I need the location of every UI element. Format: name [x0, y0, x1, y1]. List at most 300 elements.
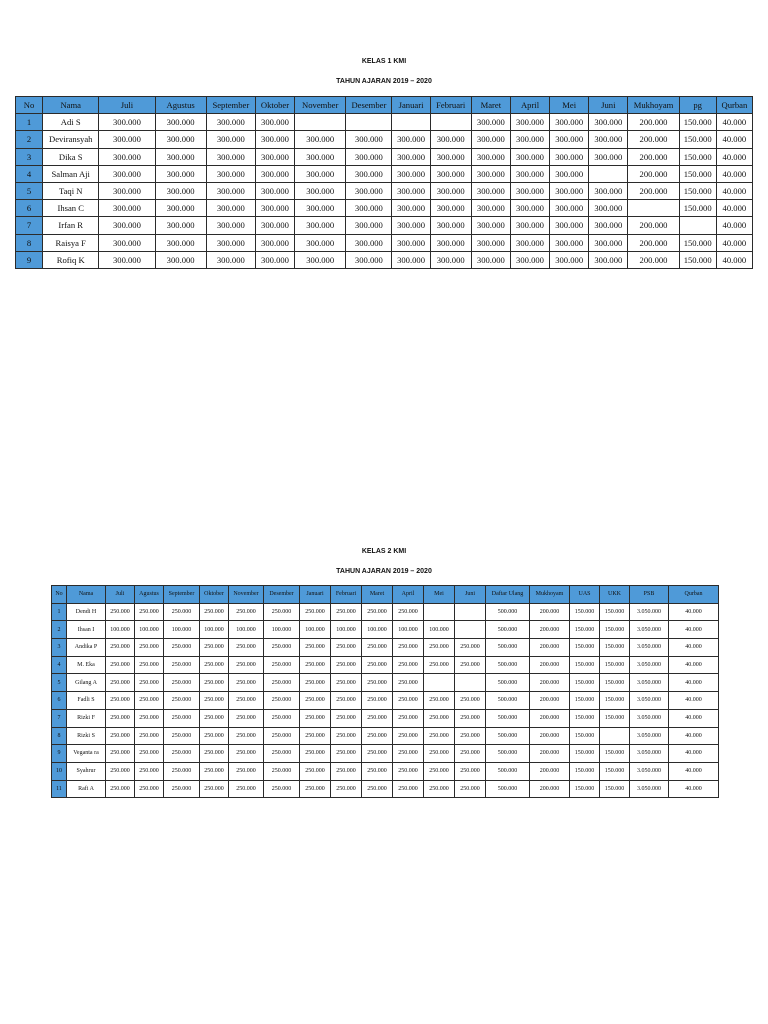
- kelas2-payment-cell: 200.000: [530, 745, 570, 763]
- kelas2-payment-cell: 3.050.000: [630, 745, 669, 763]
- kelas2-payment-cell: 500.000: [486, 709, 530, 727]
- kelas1-payment-cell: 300.000: [346, 217, 392, 234]
- kelas2-payment-cell: 500.000: [486, 762, 530, 780]
- kelas1-payment-cell: 40.000: [716, 217, 752, 234]
- kelas1-payment-cell: 300.000: [99, 234, 155, 251]
- kelas2-row-number: 10: [52, 762, 67, 780]
- kelas2-payment-cell: 250.000: [164, 692, 200, 710]
- kelas1-payment-cell: 300.000: [392, 148, 430, 165]
- kelas1-payment-cell: 300.000: [589, 200, 628, 217]
- kelas1-payment-cell: [346, 114, 392, 131]
- kelas2-payment-cell: 250.000: [362, 692, 393, 710]
- kelas1-payment-cell: 200.000: [628, 234, 679, 251]
- kelas1-payment-cell: 300.000: [471, 217, 510, 234]
- kelas1-payment-cell: 300.000: [430, 251, 471, 268]
- kelas2-payment-cell: 250.000: [106, 709, 135, 727]
- kelas2-payment-cell: 250.000: [300, 727, 331, 745]
- kelas2-payment-cell: 40.000: [669, 745, 719, 763]
- kelas2-payment-cell: 250.000: [331, 603, 362, 621]
- kelas2-payment-cell: 250.000: [106, 762, 135, 780]
- kelas2-payment-cell: 250.000: [229, 639, 264, 657]
- kelas1-payment-cell: 300.000: [471, 234, 510, 251]
- table-row: [52, 709, 719, 727]
- kelas1-row-number: 9: [16, 251, 43, 268]
- kelas2-payment-cell: 250.000: [200, 727, 229, 745]
- kelas1-payment-cell: 200.000: [628, 182, 679, 199]
- kelas1-payment-cell: 300.000: [471, 251, 510, 268]
- table-row: [52, 692, 719, 710]
- kelas2-payment-cell: 250.000: [362, 745, 393, 763]
- kelas1-payment-cell: 300.000: [550, 217, 589, 234]
- kelas1-payment-cell: 300.000: [392, 131, 430, 148]
- kelas2-student-name: Fadli S: [67, 692, 106, 710]
- kelas1-payment-cell: 200.000: [628, 251, 679, 268]
- kelas1-payment-cell: 40.000: [716, 165, 752, 182]
- kelas2-payment-cell: 250.000: [424, 639, 455, 657]
- kelas1-payment-cell: 300.000: [510, 182, 549, 199]
- kelas2-payment-cell: 250.000: [200, 603, 229, 621]
- kelas2-payment-cell: 250.000: [455, 762, 486, 780]
- kelas2-payment-cell: 250.000: [135, 674, 164, 692]
- kelas1-payment-cell: 300.000: [510, 234, 549, 251]
- kelas1-payment-cell: 300.000: [392, 165, 430, 182]
- kelas2-payment-cell: [455, 674, 486, 692]
- kelas2-payment-cell: 250.000: [264, 674, 300, 692]
- kelas2-payment-cell: 250.000: [164, 762, 200, 780]
- kelas1-student-name: Rofiq K: [43, 251, 99, 268]
- kelas2-year: TAHUN AJARAN 2019 – 2020: [336, 568, 432, 575]
- kelas2-payment-cell: 150.000: [570, 639, 600, 657]
- kelas2-payment-cell: 250.000: [106, 639, 135, 657]
- kelas2-header-cell: PSB: [630, 586, 669, 604]
- kelas1-payment-cell: 40.000: [716, 234, 752, 251]
- kelas2-payment-cell: 250.000: [331, 780, 362, 798]
- kelas2-header-cell: Januari: [300, 586, 331, 604]
- kelas1-payment-cell: 300.000: [99, 131, 155, 148]
- kelas1-header-cell: April: [510, 97, 549, 114]
- kelas1-payment-cell: [679, 217, 716, 234]
- kelas2-payment-cell: 250.000: [200, 656, 229, 674]
- kelas2-payment-cell: 250.000: [164, 709, 200, 727]
- kelas2-header-cell: Daftar Ulang: [486, 586, 530, 604]
- kelas2-payment-cell: 250.000: [331, 692, 362, 710]
- table-row: [52, 780, 719, 798]
- kelas1-payment-cell: 300.000: [430, 234, 471, 251]
- table-row: [16, 200, 753, 217]
- kelas2-payment-cell: 250.000: [164, 745, 200, 763]
- kelas2-student-name: Rafi A: [67, 780, 106, 798]
- kelas2-payment-cell: 250.000: [135, 603, 164, 621]
- kelas2-payment-cell: 250.000: [106, 780, 135, 798]
- kelas1-payment-cell: 300.000: [471, 165, 510, 182]
- kelas1-payment-cell: 200.000: [628, 131, 679, 148]
- kelas2-payment-cell: 150.000: [570, 780, 600, 798]
- kelas2-row-number: 7: [52, 709, 67, 727]
- kelas2-payment-cell: 150.000: [600, 603, 630, 621]
- kelas2-row-number: 6: [52, 692, 67, 710]
- kelas1-header-cell: Agustus: [155, 97, 206, 114]
- kelas2-payment-cell: 40.000: [669, 639, 719, 657]
- kelas1-row-number: 7: [16, 217, 43, 234]
- kelas2-payment-cell: 250.000: [229, 727, 264, 745]
- kelas2-payment-cell: 250.000: [331, 709, 362, 727]
- kelas1-payment-cell: 300.000: [550, 182, 589, 199]
- kelas2-payment-cell: 250.000: [200, 639, 229, 657]
- kelas2-payment-cell: 250.000: [164, 674, 200, 692]
- kelas2-payment-cell: 250.000: [393, 656, 424, 674]
- table-row: [16, 165, 753, 182]
- kelas2-payment-cell: 3.050.000: [630, 692, 669, 710]
- kelas2-payment-cell: 250.000: [135, 656, 164, 674]
- kelas2-payment-cell: 150.000: [600, 709, 630, 727]
- kelas2-payment-cell: 150.000: [600, 674, 630, 692]
- kelas1-payment-cell: 200.000: [628, 114, 679, 131]
- kelas1-payment-cell: 300.000: [155, 114, 206, 131]
- kelas2-row-number: 4: [52, 656, 67, 674]
- kelas1-student-name: Ihsan C: [43, 200, 99, 217]
- kelas2-header-cell: Februari: [331, 586, 362, 604]
- kelas2-payment-cell: 40.000: [669, 692, 719, 710]
- kelas2-row-number: 1: [52, 603, 67, 621]
- kelas1-payment-cell: 300.000: [430, 148, 471, 165]
- kelas2-payment-cell: 3.050.000: [630, 762, 669, 780]
- kelas1-payment-cell: 300.000: [510, 200, 549, 217]
- kelas2-payment-cell: 250.000: [264, 603, 300, 621]
- kelas2-payment-cell: 250.000: [424, 780, 455, 798]
- kelas1-payment-cell: 300.000: [99, 251, 155, 268]
- kelas1-payment-cell: 300.000: [471, 200, 510, 217]
- kelas1-payment-cell: 300.000: [471, 182, 510, 199]
- kelas2-student-name: Veganta ra: [67, 745, 106, 763]
- kelas1-payment-cell: 300.000: [206, 234, 255, 251]
- kelas2-payment-cell: 100.000: [362, 621, 393, 639]
- kelas2-payment-cell: 250.000: [229, 692, 264, 710]
- table-row: [16, 182, 753, 199]
- kelas2-payment-cell: 250.000: [300, 709, 331, 727]
- kelas2-title: KELAS 2 KMI: [361, 548, 407, 555]
- kelas1-header-cell: No: [16, 97, 43, 114]
- kelas2-payment-cell: 250.000: [362, 656, 393, 674]
- kelas1-payment-cell: 300.000: [550, 251, 589, 268]
- kelas2-payment-cell: 250.000: [455, 727, 486, 745]
- kelas2-payment-cell: 250.000: [300, 762, 331, 780]
- kelas2-payment-cell: [424, 674, 455, 692]
- kelas2-payment-cell: 250.000: [455, 656, 486, 674]
- kelas2-payment-cell: 250.000: [106, 656, 135, 674]
- kelas1-row-number: 5: [16, 182, 43, 199]
- kelas2-row-number: 8: [52, 727, 67, 745]
- kelas2-payment-cell: 150.000: [570, 762, 600, 780]
- kelas2-payment-cell: 250.000: [164, 603, 200, 621]
- kelas1-payment-cell: 300.000: [206, 114, 255, 131]
- kelas1-payment-cell: 150.000: [679, 251, 716, 268]
- kelas2-payment-cell: 250.000: [229, 656, 264, 674]
- kelas2-payment-cell: 250.000: [331, 727, 362, 745]
- kelas1-payment-cell: [430, 114, 471, 131]
- kelas1-payment-cell: 150.000: [679, 182, 716, 199]
- kelas1-student-name: Taqi N: [43, 182, 99, 199]
- kelas2-payment-cell: 100.000: [393, 621, 424, 639]
- kelas1-student-name: Raisya F: [43, 234, 99, 251]
- kelas2-payment-cell: 250.000: [106, 692, 135, 710]
- table-row: [16, 251, 753, 268]
- kelas1-student-name: Deviransyah: [43, 131, 99, 148]
- kelas2-payment-cell: 150.000: [570, 727, 600, 745]
- kelas2-payment-cell: 250.000: [455, 639, 486, 657]
- kelas2-payment-cell: 100.000: [106, 621, 135, 639]
- kelas1-payment-cell: 40.000: [716, 251, 752, 268]
- kelas2-payment-cell: 150.000: [600, 780, 630, 798]
- kelas1-title: KELAS 1 KMI: [361, 58, 407, 65]
- kelas2-header-cell: Oktober: [200, 586, 229, 604]
- kelas2-payment-cell: 250.000: [393, 709, 424, 727]
- kelas2-payment-cell: 200.000: [530, 709, 570, 727]
- kelas1-payment-cell: 150.000: [679, 114, 716, 131]
- kelas1-payment-cell: 300.000: [510, 217, 549, 234]
- kelas1-payment-cell: 300.000: [206, 217, 255, 234]
- kelas1-payment-cell: 300.000: [295, 251, 346, 268]
- kelas2-payment-cell: 250.000: [164, 727, 200, 745]
- kelas1-payment-cell: 300.000: [99, 217, 155, 234]
- kelas1-payment-cell: [295, 114, 346, 131]
- kelas1-payment-cell: 300.000: [255, 234, 294, 251]
- kelas1-payment-cell: 300.000: [255, 182, 294, 199]
- kelas1-payment-cell: 300.000: [155, 234, 206, 251]
- kelas1-payment-cell: 300.000: [99, 200, 155, 217]
- kelas2-payment-cell: 100.000: [300, 621, 331, 639]
- kelas1-payment-cell: 300.000: [510, 114, 549, 131]
- kelas1-payment-cell: 150.000: [679, 234, 716, 251]
- kelas2-payment-cell: 250.000: [455, 745, 486, 763]
- kelas2-payment-cell: 100.000: [164, 621, 200, 639]
- kelas2-payment-cell: 250.000: [200, 762, 229, 780]
- kelas2-row-number: 3: [52, 639, 67, 657]
- kelas1-payment-cell: 300.000: [346, 251, 392, 268]
- kelas2-payment-cell: 250.000: [264, 780, 300, 798]
- kelas2-payment-cell: 250.000: [264, 692, 300, 710]
- kelas2-payment-cell: 250.000: [455, 709, 486, 727]
- kelas2-payment-cell: 500.000: [486, 621, 530, 639]
- kelas1-payment-cell: 300.000: [255, 217, 294, 234]
- kelas2-payment-cell: 250.000: [362, 639, 393, 657]
- kelas1-header-cell: Nama: [43, 97, 99, 114]
- kelas2-payment-cell: 200.000: [530, 603, 570, 621]
- kelas1-payment-cell: 300.000: [206, 165, 255, 182]
- kelas2-payment-cell: 250.000: [229, 762, 264, 780]
- kelas1-payment-cell: 300.000: [550, 131, 589, 148]
- kelas2-payment-cell: 500.000: [486, 692, 530, 710]
- kelas1-table-body: [16, 114, 753, 269]
- kelas2-payment-cell: 200.000: [530, 639, 570, 657]
- kelas1-payment-cell: 300.000: [155, 131, 206, 148]
- kelas1-payment-cell: 200.000: [628, 217, 679, 234]
- kelas1-payment-cell: 300.000: [589, 182, 628, 199]
- kelas2-payment-cell: 40.000: [669, 709, 719, 727]
- kelas2-payment-cell: 250.000: [229, 780, 264, 798]
- kelas1-payment-cell: 40.000: [716, 200, 752, 217]
- kelas2-payment-cell: 150.000: [600, 639, 630, 657]
- kelas1-student-name: Adi S: [43, 114, 99, 131]
- kelas2-payment-cell: 250.000: [264, 727, 300, 745]
- kelas2-payment-cell: 250.000: [164, 780, 200, 798]
- kelas1-payment-cell: 300.000: [589, 148, 628, 165]
- kelas2-payment-cell: 250.000: [393, 745, 424, 763]
- kelas1-payment-cell: 150.000: [679, 148, 716, 165]
- kelas1-payment-cell: 40.000: [716, 148, 752, 165]
- kelas1-payment-cell: 300.000: [471, 148, 510, 165]
- kelas2-payment-cell: 40.000: [669, 674, 719, 692]
- kelas2-payment-cell: 250.000: [135, 692, 164, 710]
- kelas1-payment-cell: 300.000: [346, 165, 392, 182]
- kelas2-header-cell: September: [164, 586, 200, 604]
- kelas2-payment-cell: 250.000: [362, 780, 393, 798]
- kelas2-payment-cell: 250.000: [106, 674, 135, 692]
- kelas2-header-cell: November: [229, 586, 264, 604]
- kelas2-payment-cell: 250.000: [300, 656, 331, 674]
- kelas1-payment-cell: 300.000: [255, 165, 294, 182]
- kelas1-payment-cell: 150.000: [679, 165, 716, 182]
- kelas2-payment-cell: 250.000: [300, 780, 331, 798]
- kelas2-payment-cell: 3.050.000: [630, 727, 669, 745]
- kelas2-payment-cell: 250.000: [300, 692, 331, 710]
- kelas1-row-number: 1: [16, 114, 43, 131]
- kelas1-payment-cell: 150.000: [679, 131, 716, 148]
- kelas1-payment-cell: 300.000: [155, 251, 206, 268]
- kelas2-payment-cell: 250.000: [362, 603, 393, 621]
- kelas2-payment-cell: 200.000: [530, 727, 570, 745]
- kelas2-payment-cell: 250.000: [135, 727, 164, 745]
- kelas2-payment-cell: 500.000: [486, 603, 530, 621]
- kelas2-payment-cell: 250.000: [331, 674, 362, 692]
- kelas2-payment-cell: 250.000: [393, 674, 424, 692]
- kelas2-header-cell: No: [52, 586, 67, 604]
- kelas1-payment-cell: 300.000: [255, 251, 294, 268]
- kelas2-header-cell: Mukhoyam: [530, 586, 570, 604]
- kelas2-payment-cell: 250.000: [300, 674, 331, 692]
- kelas2-payment-cell: 250.000: [264, 762, 300, 780]
- kelas2-payment-cell: 150.000: [600, 656, 630, 674]
- kelas1-payment-cell: 300.000: [589, 131, 628, 148]
- kelas2-payment-cell: 250.000: [393, 692, 424, 710]
- kelas1-row-number: 4: [16, 165, 43, 182]
- kelas2-payment-cell: 250.000: [135, 780, 164, 798]
- kelas1-payment-cell: 300.000: [155, 165, 206, 182]
- kelas1-payment-cell: 300.000: [255, 114, 294, 131]
- kelas1-payment-cell: 300.000: [589, 234, 628, 251]
- table-row: [52, 603, 719, 621]
- kelas1-header-cell: Mukhoyam: [628, 97, 679, 114]
- kelas2-payment-cell: 500.000: [486, 639, 530, 657]
- kelas2-payment-cell: 3.050.000: [630, 674, 669, 692]
- kelas1-payment-cell: 300.000: [346, 148, 392, 165]
- table-row: [52, 745, 719, 763]
- kelas2-payment-cell: 150.000: [570, 621, 600, 639]
- kelas1-payment-cell: 300.000: [430, 131, 471, 148]
- kelas1-row-number: 2: [16, 131, 43, 148]
- kelas1-payment-cell: 300.000: [295, 234, 346, 251]
- kelas2-row-number: 5: [52, 674, 67, 692]
- kelas2-payment-cell: 250.000: [200, 745, 229, 763]
- kelas1-payment-cell: 300.000: [430, 217, 471, 234]
- kelas1-payment-cell: 300.000: [206, 182, 255, 199]
- kelas1-payment-cell: 300.000: [346, 182, 392, 199]
- kelas2-payment-cell: 150.000: [570, 745, 600, 763]
- kelas2-payment-cell: 250.000: [106, 603, 135, 621]
- kelas2-payment-cell: 250.000: [331, 656, 362, 674]
- kelas1-payment-cell: 150.000: [679, 200, 716, 217]
- kelas2-student-name: Gilang A: [67, 674, 106, 692]
- kelas1-payment-cell: 300.000: [206, 200, 255, 217]
- kelas2-payment-cell: 150.000: [600, 762, 630, 780]
- kelas1-payment-cell: 300.000: [346, 200, 392, 217]
- kelas2-payment-cell: 40.000: [669, 656, 719, 674]
- kelas1-payment-cell: 300.000: [255, 200, 294, 217]
- kelas2-row-number: 9: [52, 745, 67, 763]
- kelas2-payment-cell: 250.000: [135, 709, 164, 727]
- kelas1-payment-cell: 300.000: [206, 131, 255, 148]
- kelas2-payment-cell: 150.000: [570, 603, 600, 621]
- kelas2-payment-cell: 200.000: [530, 780, 570, 798]
- kelas1-payment-cell: 300.000: [295, 165, 346, 182]
- kelas2-header-row: [52, 586, 719, 604]
- kelas2-payment-cell: 250.000: [229, 709, 264, 727]
- kelas1-payment-cell: 300.000: [392, 217, 430, 234]
- kelas2-payment-cell: 3.050.000: [630, 780, 669, 798]
- kelas2-payment-cell: 200.000: [530, 674, 570, 692]
- kelas2-payment-cell: 3.050.000: [630, 639, 669, 657]
- kelas2-header-cell: April: [393, 586, 424, 604]
- kelas1-header-cell: Februari: [430, 97, 471, 114]
- kelas1-payment-cell: 300.000: [430, 165, 471, 182]
- kelas2-header-cell: Juli: [106, 586, 135, 604]
- table-row: [16, 131, 753, 148]
- kelas2-payment-cell: 250.000: [229, 745, 264, 763]
- kelas2-payment-cell: 250.000: [393, 727, 424, 745]
- kelas1-payment-cell: 300.000: [155, 148, 206, 165]
- kelas2-payment-cell: 250.000: [229, 674, 264, 692]
- kelas1-payment-cell: 300.000: [430, 182, 471, 199]
- kelas1-payment-cell: 300.000: [255, 148, 294, 165]
- kelas2-header-cell: Nama: [67, 586, 106, 604]
- kelas2-payment-cell: 250.000: [424, 656, 455, 674]
- kelas2-payment-cell: 40.000: [669, 762, 719, 780]
- kelas2-payment-cell: 250.000: [362, 709, 393, 727]
- kelas1-payment-cell: 300.000: [155, 200, 206, 217]
- kelas1-payment-cell: 300.000: [589, 251, 628, 268]
- kelas2-payment-table: [51, 585, 719, 798]
- kelas2-payment-cell: 250.000: [106, 727, 135, 745]
- kelas2-payment-cell: 250.000: [164, 656, 200, 674]
- kelas1-payment-cell: 300.000: [510, 131, 549, 148]
- kelas2-payment-cell: 100.000: [264, 621, 300, 639]
- kelas1-payment-table: [15, 96, 753, 269]
- kelas1-payment-cell: 300.000: [99, 114, 155, 131]
- kelas1-payment-cell: 300.000: [295, 131, 346, 148]
- kelas1-payment-cell: 40.000: [716, 131, 752, 148]
- kelas2-student-name: Dendi H: [67, 603, 106, 621]
- kelas1-payment-cell: 40.000: [716, 182, 752, 199]
- kelas2-payment-cell: [455, 603, 486, 621]
- kelas2-payment-cell: 250.000: [164, 639, 200, 657]
- kelas1-student-name: Salman Aji: [43, 165, 99, 182]
- table-row: [16, 114, 753, 131]
- kelas2-student-name: Rizki S: [67, 727, 106, 745]
- kelas2-payment-cell: 250.000: [331, 745, 362, 763]
- kelas2-payment-cell: 150.000: [570, 709, 600, 727]
- kelas1-header-cell: Desember: [346, 97, 392, 114]
- kelas1-payment-cell: 200.000: [628, 165, 679, 182]
- kelas2-payment-cell: 250.000: [393, 603, 424, 621]
